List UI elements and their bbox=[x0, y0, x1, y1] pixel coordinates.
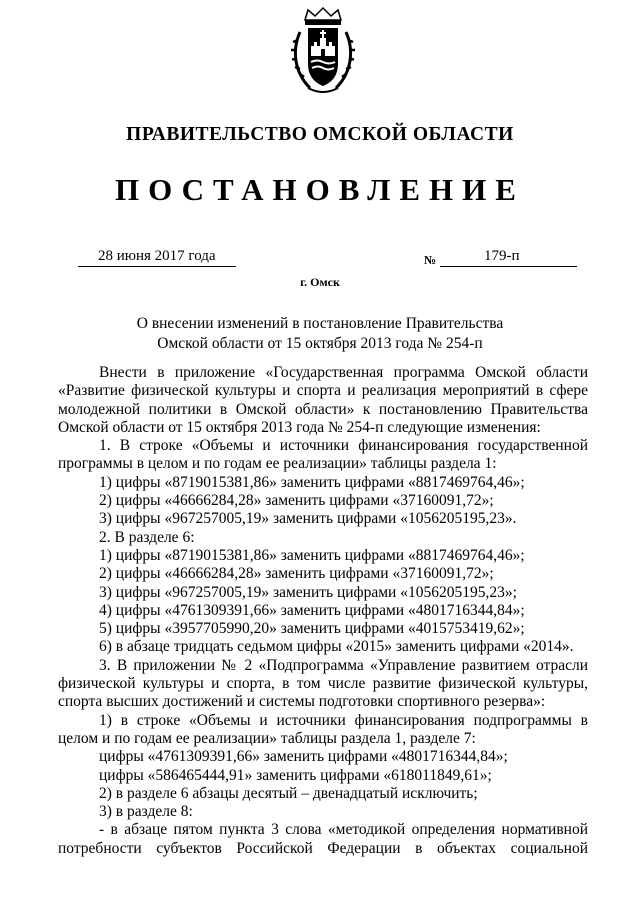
body-line: 3) в разделе 8: bbox=[99, 803, 193, 821]
subject-line: О внесении изменений в постановление Правительства bbox=[136, 315, 504, 332]
body-line: «Развитие физической культуры и спорта и реализация мероприятий в сфере bbox=[58, 382, 588, 400]
government-title: ПРАВИТЕЛЬСТВО ОМСКОЙ ОБЛАСТИ bbox=[126, 124, 514, 145]
body-line: 2) цифры «46666284,28» заменить цифрами «37160091,72»; bbox=[99, 492, 494, 510]
body-line: 6) в абзаце тридцать седьмом цифры «2015» заменить цифрами «2014». bbox=[99, 638, 574, 656]
body-line: 3) цифры «967257005,19» заменить цифрами «1056205195,23». bbox=[99, 510, 517, 528]
body-line: цифры «586465444,91» заменить цифрами «618011849,61»; bbox=[99, 766, 492, 784]
document-body bbox=[58, 364, 588, 858]
city: г. Омск bbox=[300, 275, 340, 289]
body-line: - в абзаце пятом пункта 3 слова «методикой определения нормативной bbox=[99, 821, 588, 839]
body-line: 2) в разделе 6 абзацы десятый – двенадцатый исключить; bbox=[99, 784, 478, 802]
document-type: ПОСТАНОВЛЕНИЕ bbox=[115, 172, 525, 207]
body-line: 3) цифры «967257005,19» заменить цифрами «1056205195,23»; bbox=[99, 583, 517, 601]
body-line: потребности субъектов Российской Федерации в объектах социальной bbox=[58, 839, 588, 857]
body-line: 2. В разделе 6: bbox=[99, 528, 195, 546]
omsk-coat-of-arms-icon bbox=[290, 6, 356, 96]
body-line: 1) в строке «Объемы и источники финансирования подпрограммы в bbox=[99, 711, 588, 729]
body-line: 4) цифры «4761309391,66» заменить цифрами «4801716344,84»; bbox=[99, 601, 525, 619]
body-line: Внести в приложение «Государственная программа Омской области bbox=[99, 364, 588, 381]
number-sign: № bbox=[424, 253, 437, 267]
body-line: 5) цифры «3957705990,20» заменить цифрами «4015753419,62»; bbox=[99, 620, 525, 638]
document-subject bbox=[0, 314, 640, 354]
body-line: Омской области от 15 октября 2013 года № 254-п следующие изменения: bbox=[58, 418, 541, 436]
body-line: целом и по годам ее реализации» таблицы раздела 1, разделе 7: bbox=[58, 729, 476, 747]
body-line: 1) цифры «8719015381,86» заменить цифрами «8817469764,46»; bbox=[99, 546, 525, 564]
body-line: молодежной политики в Омской области» к постановлению Правительства bbox=[58, 400, 588, 418]
body-line: 1. В строке «Объемы и источники финансирования государственной bbox=[99, 437, 588, 455]
body-line: 3. В приложении № 2 «Подпрограмма «Управление развитием отрасли bbox=[99, 656, 588, 674]
body-line: программы в целом и по годам ее реализации» таблицы раздела 1: bbox=[58, 455, 497, 473]
document-date: 28 июня 2017 года bbox=[78, 247, 236, 267]
document-number: 179-п bbox=[440, 247, 577, 267]
body-line: 2) цифры «46666284,28» заменить цифрами «37160091,72»; bbox=[99, 565, 494, 583]
subject-line: Омской области от 15 октября 2013 года № 254-п bbox=[157, 335, 483, 352]
body-line: физической культуры и спорта, в том числе развитие физической культуры, bbox=[58, 675, 588, 693]
body-line: цифры «4761309391,66» заменить цифрами «4801716344,84»; bbox=[99, 748, 508, 766]
body-line: спорта высших достижений и системы подготовки спортивного резерва»: bbox=[58, 693, 546, 711]
body-line: 1) цифры «8719015381,86» заменить цифрами «8817469764,46»; bbox=[99, 473, 525, 491]
